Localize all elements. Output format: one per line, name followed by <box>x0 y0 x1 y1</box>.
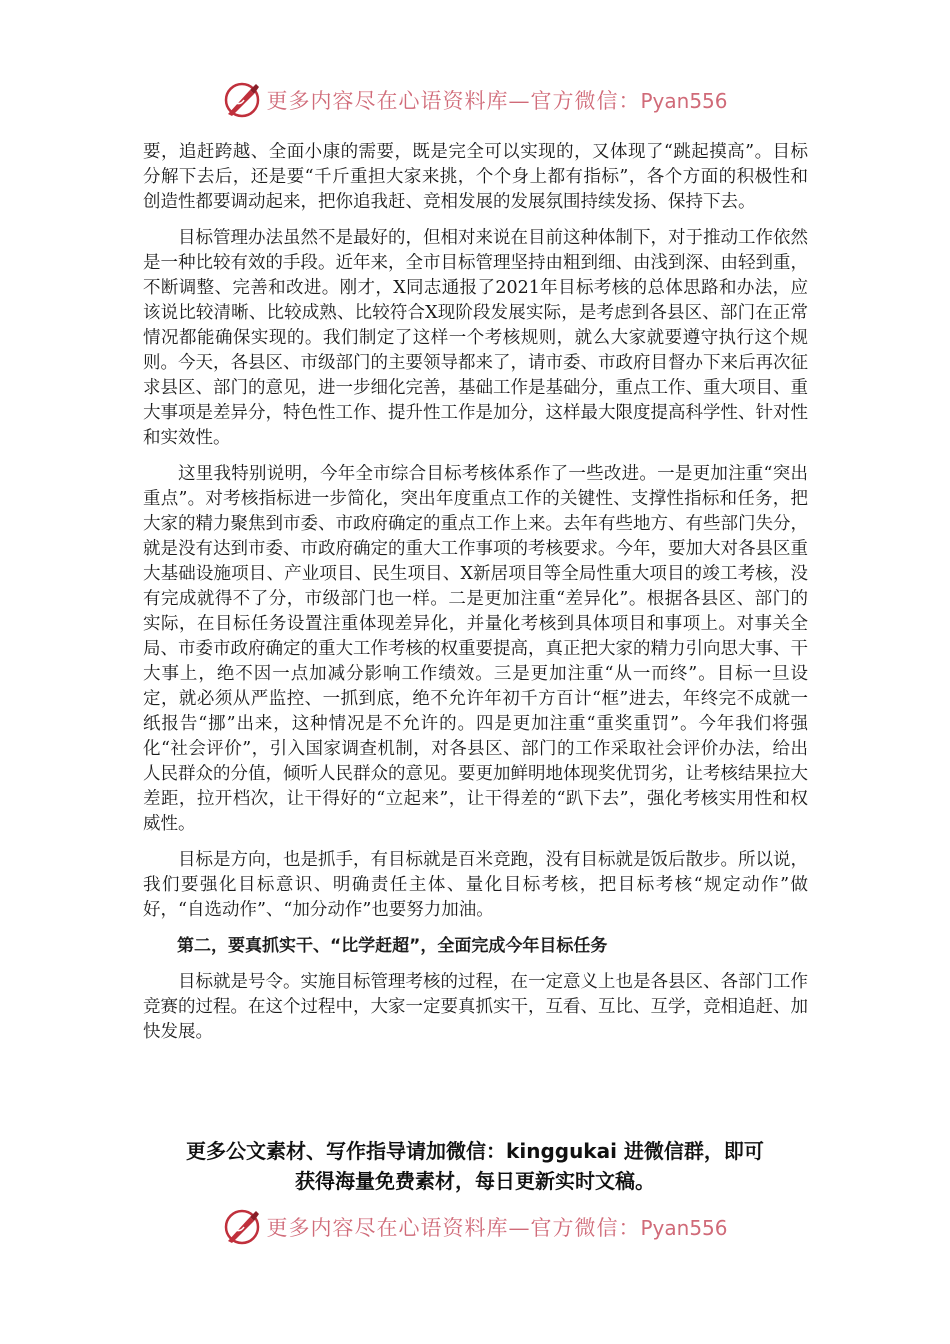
document-body <box>143 140 808 1056</box>
pen-logo-icon <box>222 80 262 120</box>
pen-logo-icon <box>222 1207 262 1247</box>
promo-text <box>140 1136 810 1196</box>
paragraph: 这里我特别说明，今年全市综合目标考核体系作了一些改进。一是更加注重“突出重点”。对考核指标进一步简化，突出年度重点工作的关键性、支撑性指标和任务，把大家的精力聚焦到市委、市政府确定的重点工作上来。去年有些地方、有些部门失分，就是没有达到市委、市政府确定的重大工作事项的考核要求。今年，要加大对各县区重大基础设施项目、产业项目、民生项目、X新居项目等全局性重大项目的竣工考核，没有完成就得不了分，市级部门也一样。二是更加注重“差异化”。根据各县区、部门的实际，在目标任务设置注重体现差异化，并量化考核到具体项目和事项上。对事关全局、市委市政府确定的重大工作考核的权重要提高，真正把大家的精力引向思大事、干大事上，绝不因一点加减分影响工作绩效。三是更加注重“从一而终”。目标一旦设定，就必须从严监控、一抓到底，绝不允许年初千方百计“框”进去，年终完不成就一纸报告“挪”出来，这种情况是不允许的。四是更加注重“重奖重罚”。今年我们将强化“社会评价”，引入国家调查机制，对各县区、部门的工作采取社会评价办法，给出人民群众的分值，倾听人民群众的意见。要更加鲜明地体现奖优罚劣，让考核结果拉大差距，拉开档次，让干得好的“立起来”，让干得差的“趴下去”，强化考核实用性和权威性。 <box>143 464 808 834</box>
banner-text: 更多内容尽在心语资料库—官方微信：Pyan556 <box>266 1216 728 1240</box>
banner-text: 更多内容尽在心语资料库—官方微信：Pyan556 <box>266 89 728 113</box>
paragraph: 目标是方向，也是抓手，有目标就是百米竞跑，没有目标就是饭后散步。所以说，我们要强化目标意识、明确责任主体、量化目标考核，把目标考核“规定动作”做好，“自选动作”、“加分动作”也要努力加油。 <box>143 850 808 920</box>
promo-line: 获得海量免费素材，每日更新实时文稿。 <box>295 1169 655 1193</box>
paragraph: 目标就是号令。实施目标管理考核的过程，在一定意义上也是各县区、各部门工作竞赛的过程。在这个过程中，大家一定要真抓实干，互看、互比、互学，竞相追赶、加快发展。 <box>143 972 808 1042</box>
header-banner <box>0 80 950 120</box>
promo-line: 更多公文素材、写作指导请加微信：kinggukai 进微信群，即可 <box>186 1139 764 1163</box>
paragraph: 要，追赶跨越、全面小康的需要，既是完全可以实现的，又体现了“跳起摸高”。目标分解下去后，还是要“千斤重担大家来挑，个个身上都有指标”，各个方面的积极性和创造性都要调动起来，把你追我赶、竞相发展的发展氛围持续发扬、保持下去。 <box>143 142 808 212</box>
paragraph: 目标管理办法虽然不是最好的，但相对来说在目前这种体制下，对于推动工作依然是一种比较有效的手段。近年来，全市目标管理坚持由粗到细、由浅到深、由轻到重，不断调整、完善和改进。刚才，X同志通报了2021年目标考核的总体思路和办法，应该说比较清晰、比较成熟、比较符合X现阶段发展实际，是考虑到各县区、部门在正常情况都能确保实现的。我们制定了这样一个考核规则，就么大家就要遵守执行这个规则。今天，各县区、市级部门的主要领导都来了，请市委、市政府目督办下来后再次征求县区、部门的意见，进一步细化完善，基础工作是基础分，重点工作、重大项目、重大事项是差异分，特色性工作、提升性工作是加分，这样最大限度提高科学性、针对性和实效性。 <box>143 228 808 448</box>
banner-account: Pyan556 <box>640 89 728 113</box>
section-heading: 第二，要真抓实干、“比学赶超”，全面完成今年目标任务 <box>177 936 608 956</box>
footer-banner <box>0 1207 950 1247</box>
banner-account: Pyan556 <box>640 1216 728 1240</box>
